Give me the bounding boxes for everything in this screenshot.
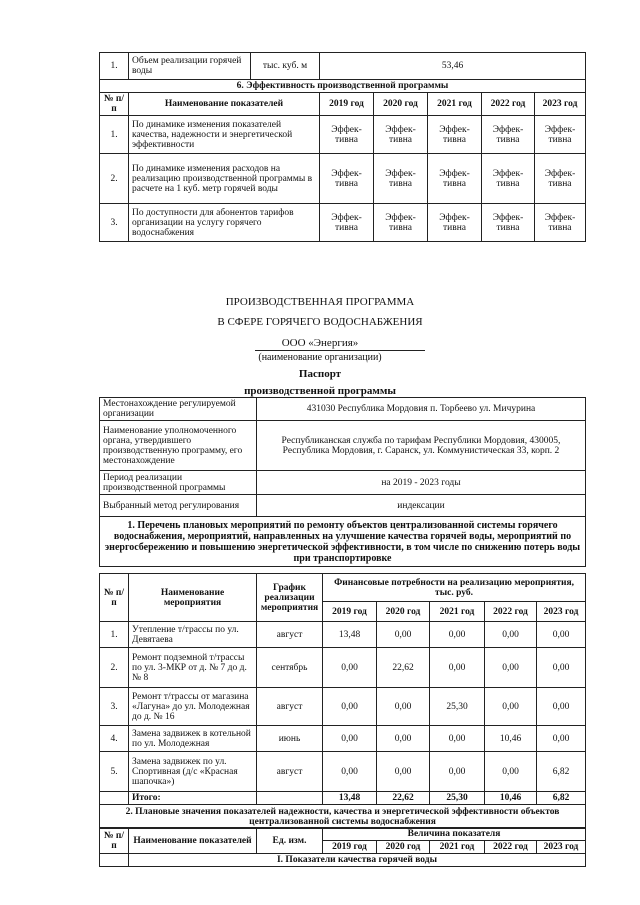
cell: 0,00 (323, 726, 377, 752)
passport-label: Местонахождение регулируемой организации (100, 398, 257, 421)
row-num: 2. (100, 154, 129, 204)
row-name: По динамике изменения расходов на реализацию производственной программы в расчете на 1 куб. метр горячей воды (129, 154, 320, 204)
cell: 0,00 (537, 648, 586, 688)
cell: Эффек-тивна (535, 116, 586, 154)
cell: 0,00 (377, 752, 430, 792)
row-num: 5. (100, 752, 129, 792)
table-row (100, 471, 586, 495)
cell: 0,00 (430, 752, 485, 792)
cell: 0,00 (537, 622, 586, 648)
table-row (100, 688, 586, 726)
header-2023: 2023 год (535, 93, 586, 116)
header-2019: 2019 год (320, 93, 374, 116)
cell: 0,00 (537, 688, 586, 726)
header-2020: 2020 год (377, 841, 430, 854)
plan-table (99, 573, 586, 829)
header-2019: 2019 год (323, 602, 377, 622)
passport-value: Республиканская служба по тарифам Республики Мордовия, 430005, Республика Мордовия, г. Саранск, ул. Коммунистическая 33, корп. 2 (257, 421, 586, 471)
cell: 0,00 (485, 648, 537, 688)
cell: Эффек-тивна (535, 204, 586, 242)
passport-label: Выбранный метод регулирования (100, 495, 257, 517)
cell: Эффек-тивна (320, 116, 374, 154)
cell: Эффек-тивна (535, 154, 586, 204)
organization-name: ООО «Энергия» (281, 337, 359, 349)
header-value: Величина показателя (323, 828, 586, 841)
cell: 0,00 (323, 648, 377, 688)
cell: 0,00 (430, 622, 485, 648)
passport-value: 431030 Республика Мордовия п. Торбеево ул. Мичурина (257, 398, 586, 421)
row-schedule: август (257, 752, 323, 792)
subsection-title: I. Показатели качества горячей воды (129, 854, 586, 867)
table-row (100, 421, 586, 471)
header-2021: 2021 год (430, 841, 485, 854)
header-2022: 2022 год (485, 602, 537, 622)
passport-value: индексации (257, 495, 586, 517)
header-num: № п/п (100, 574, 129, 622)
organization-caption: (наименование организации) (258, 352, 382, 363)
header-unit: Ед. изм. (257, 828, 323, 854)
row-value: 53,46 (320, 53, 586, 80)
cell: Эффек-тивна (320, 204, 374, 242)
table-row (100, 726, 586, 752)
cell: 0,00 (537, 726, 586, 752)
row-num: 1. (100, 116, 129, 154)
cell: Эффек-тивна (320, 154, 374, 204)
row-schedule: сентябрь (257, 648, 323, 688)
section-6-title: 6. Эффективность производственной программы (100, 80, 586, 93)
header-2023: 2023 год (537, 841, 586, 854)
table-row (100, 53, 586, 80)
cell: 6,82 (537, 752, 586, 792)
header-2021: 2021 год (428, 93, 482, 116)
row-name: Утепление т/трассы по ул. Девятаева (129, 622, 257, 648)
table-row (100, 398, 586, 421)
header-2020: 2020 год (377, 602, 430, 622)
table-header (100, 93, 586, 116)
row-name: Замена задвижек по ул. Спортивная (д/с «Красная шапочка») (129, 752, 257, 792)
passport-title: Паспорт (298, 368, 342, 380)
row-schedule: июнь (257, 726, 323, 752)
table-row (100, 204, 586, 242)
table-row (100, 495, 586, 517)
cell: 0,00 (485, 752, 537, 792)
section-1-title: 1. Перечень плановых мероприятий по ремонту объектов централизованной системы горячего водоснабжения, мероприятий, направленных на улучшение качества горячей воды, мероприятий по энергосбережению и повышению энергетической эффективности, в том числе по снижению потерь воды при транспортировке (100, 517, 586, 567)
header-2022: 2022 год (485, 841, 537, 854)
cell: 25,30 (430, 688, 485, 726)
passport-table (99, 397, 586, 567)
row-name: Замена задвижек в котельной по ул. Молодежная (129, 726, 257, 752)
cell: 0,00 (430, 648, 485, 688)
header-financing: Финансовые потребности на реализацию мероприятия, тыс. руб. (323, 574, 586, 602)
row-name: По динамике изменения показателей качества, надежности и энергетической эффективности (129, 116, 320, 154)
cell: Эффек-тивна (374, 154, 428, 204)
passport-label: Период реализации производственной программы (100, 471, 257, 495)
table-row (100, 648, 586, 688)
row-name: По доступности для абонентов тарифов организации на услугу горячего водоснабжения (129, 204, 320, 242)
cell: Эффек-тивна (374, 204, 428, 242)
cell: 0,00 (323, 688, 377, 726)
cell: Эффек-тивна (428, 116, 482, 154)
header-2019: 2019 год (323, 841, 377, 854)
row-schedule: август (257, 688, 323, 726)
total-cell: 25,30 (430, 792, 485, 805)
table-header (100, 574, 586, 602)
header-num: № п/п (100, 828, 129, 854)
program-title: ПРОИЗВОДСТВЕННАЯ ПРОГРАММА (225, 296, 415, 308)
row-num: 4. (100, 726, 129, 752)
total-cell: 10,46 (485, 792, 537, 805)
table-row (100, 154, 586, 204)
cell: 13,48 (323, 622, 377, 648)
row-name: Объем реализации горячей воды (129, 53, 251, 80)
total-cell: 22,62 (377, 792, 430, 805)
cell: 22,62 (377, 648, 430, 688)
section-2-title: 2. Плановые значения показателей надежности, качества и энергетической эффективности объектов централизованной системы водоснабжения (100, 805, 586, 829)
cell: 0,00 (430, 726, 485, 752)
row-num: 3. (100, 204, 129, 242)
total-cell: 6,82 (537, 792, 586, 805)
cell: 0,00 (323, 752, 377, 792)
efficiency-table (99, 52, 586, 242)
row-num: 3. (100, 688, 129, 726)
cell: Эффек-тивна (482, 154, 535, 204)
header-schedule: График реализации мероприятия (257, 574, 323, 622)
table-row (100, 752, 586, 792)
header-name: Наименование показателей (129, 93, 320, 116)
cell: 0,00 (485, 622, 537, 648)
header-2023: 2023 год (537, 602, 586, 622)
total-label: Итого: (129, 792, 257, 805)
cell: Эффек-тивна (428, 154, 482, 204)
header-2020: 2020 год (374, 93, 428, 116)
program-subtitle: В СФЕРЕ ГОРЯЧЕГО ВОДОСНАБЖЕНИЯ (217, 316, 423, 328)
header-num: № п/п (100, 93, 129, 116)
header-name: Наименование показателей (129, 828, 257, 854)
row-schedule: август (257, 622, 323, 648)
cell: Эффек-тивна (482, 204, 535, 242)
header-2021: 2021 год (430, 602, 485, 622)
header-2022: 2022 год (482, 93, 535, 116)
total-row (100, 792, 586, 805)
cell: 10,46 (485, 726, 537, 752)
row-num: 1. (100, 622, 129, 648)
table-header (100, 828, 586, 841)
row-name: Ремонт подземной т/трассы по ул. 3-МКР от д. № 7 до д. № 8 (129, 648, 257, 688)
passport-value: на 2019 - 2023 годы (257, 471, 586, 495)
row-name: Ремонт т/трассы от магазина «Лагуна» до ул. Молодежная до д. № 16 (129, 688, 257, 726)
row-num: 1. (100, 53, 129, 80)
total-cell: 13,48 (323, 792, 377, 805)
cell: 0,00 (485, 688, 537, 726)
row-num: 2. (100, 648, 129, 688)
header-name: Наименование мероприятия (129, 574, 257, 622)
cell: 0,00 (377, 688, 430, 726)
cell: 0,00 (377, 726, 430, 752)
org-underline (255, 350, 425, 351)
cell: Эффек-тивна (482, 116, 535, 154)
cell: 0,00 (377, 622, 430, 648)
cell: Эффек-тивна (374, 116, 428, 154)
table-row (100, 622, 586, 648)
passport-subtitle: производственной программы (244, 385, 396, 397)
table-row (100, 116, 586, 154)
cell: Эффек-тивна (428, 204, 482, 242)
indicators-table (99, 827, 586, 867)
row-unit: тыс. куб. м (251, 53, 320, 80)
passport-label: Наименование уполномоченного органа, утвердившего производственную программу, его местонахождение (100, 421, 257, 471)
